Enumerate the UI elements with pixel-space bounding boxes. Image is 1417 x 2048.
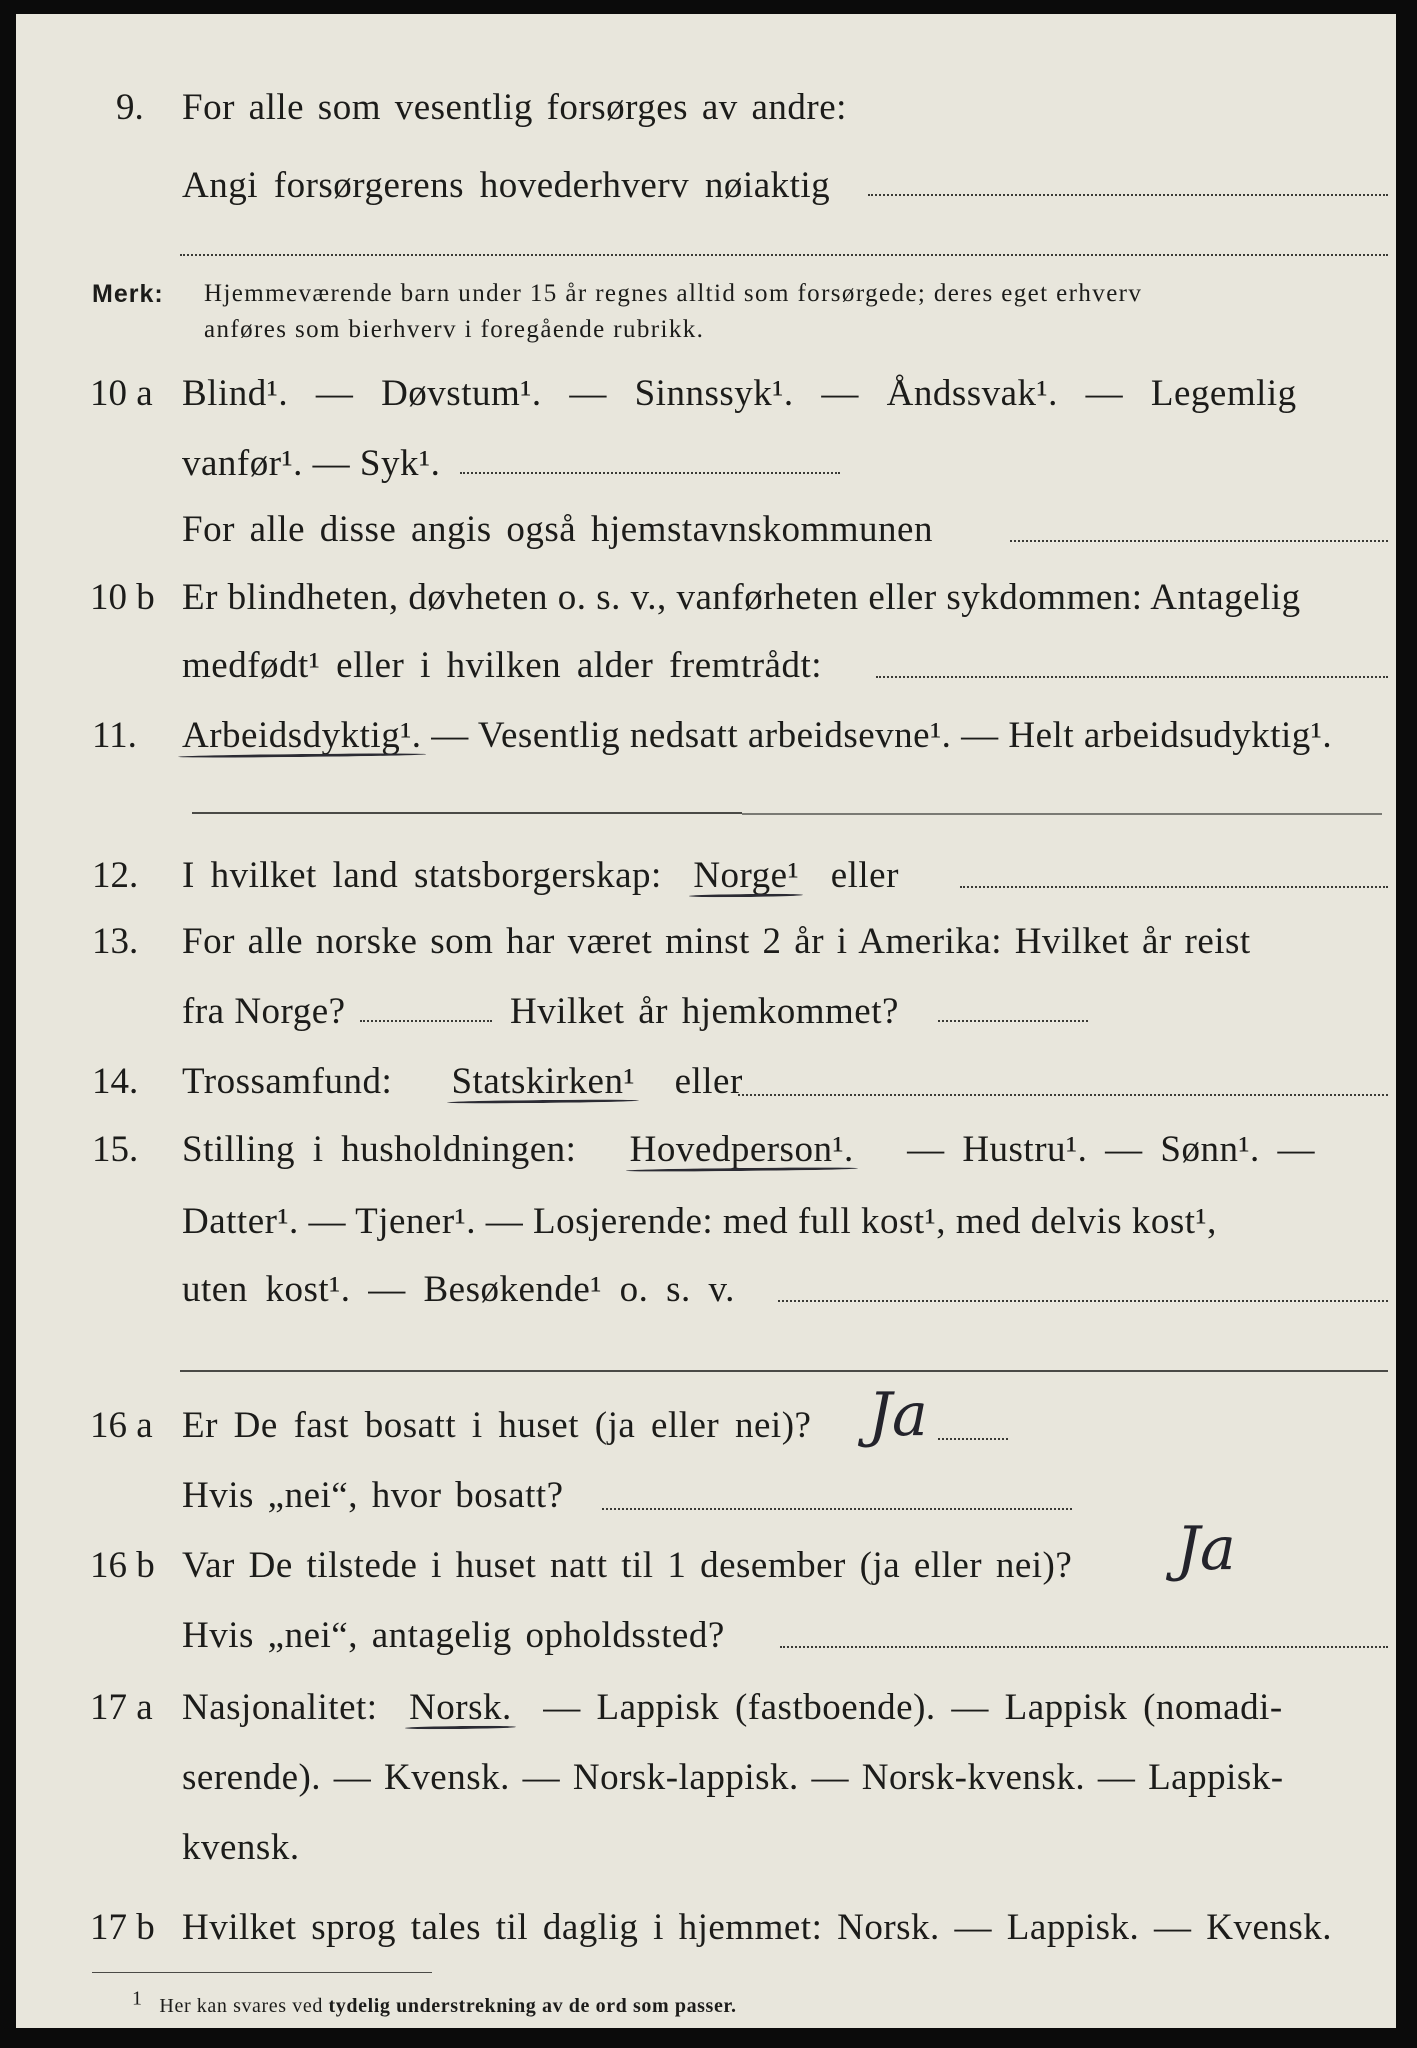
question-number: 11. bbox=[92, 715, 137, 756]
option-text: — Vesentlig nedsatt arbeidsevne¹. — Helt arbeidsudyktig¹. bbox=[431, 715, 1333, 756]
question-text: Var De tilstede i huset natt til 1 desember (ja eller nei)? bbox=[182, 1545, 1073, 1586]
question-number: 10 b bbox=[90, 577, 155, 618]
question-number: 16 a bbox=[90, 1405, 153, 1446]
answer-line bbox=[192, 812, 742, 814]
selected-option: Arbeidsdyktig¹. bbox=[182, 715, 422, 756]
question-text: Er De fast bosatt i huset (ja eller nei)? bbox=[182, 1405, 812, 1446]
note-label: Merk: bbox=[92, 280, 164, 308]
question-text: fra Norge? bbox=[182, 991, 346, 1032]
question-text: medfødt¹ eller i hvilken alder fremtrådt: bbox=[182, 645, 823, 686]
answer-line bbox=[602, 1508, 1072, 1510]
question-text: For alle norske som har været minst 2 år i Amerika: Hvilket år reist bbox=[182, 921, 1251, 962]
question-text: Blind¹. — Døvstum¹. — Sinnssyk¹. — Åndssvak¹. — Legemlig bbox=[182, 373, 1297, 414]
note-block bbox=[92, 276, 164, 313]
option-text: kvensk. bbox=[182, 1827, 300, 1868]
selected-option: Norsk. bbox=[409, 1687, 512, 1728]
answer-line bbox=[742, 813, 1382, 815]
footnote-text: Her kan svares ved bbox=[159, 1995, 323, 2017]
question-text bbox=[182, 1686, 1283, 1730]
selected-option: Norge¹ bbox=[693, 855, 800, 896]
option-text: — Hustru¹. — Sønn¹. — bbox=[907, 1129, 1316, 1170]
question-number: 12. bbox=[92, 855, 139, 896]
question-text bbox=[182, 1060, 743, 1104]
footnote bbox=[132, 1987, 737, 2020]
handwritten-answer: Ja bbox=[868, 1380, 928, 1450]
note-text: anføres som bierhverv i foregående rubrikk. bbox=[204, 316, 705, 343]
question-label: Nasjonalitet: bbox=[182, 1687, 378, 1728]
answer-line bbox=[780, 1646, 1388, 1648]
selected-option: Hovedperson¹. bbox=[629, 1129, 854, 1170]
question-label: I hvilket land statsborgerskap: bbox=[182, 855, 662, 896]
option-text: uten kost¹. — Besøkende¹ o. s. v. bbox=[182, 1269, 735, 1310]
question-number: 17 a bbox=[90, 1687, 153, 1728]
question-text: vanfør¹. — Syk¹. bbox=[182, 443, 441, 484]
question-number: 16 b bbox=[90, 1545, 155, 1586]
answer-line bbox=[876, 676, 1388, 678]
question-text: For alle disse angis også hjemstavnskommunen bbox=[182, 509, 933, 550]
question-text: Hvilket sprog tales til daglig i hjemmet: Norsk. — Lappisk. — Kvensk. bbox=[182, 1907, 1333, 1948]
question-text: Er blindheten, døvheten o. s. v., vanførheten eller sykdommen: Antagelig bbox=[182, 577, 1301, 618]
answer-line bbox=[868, 194, 1388, 196]
answer-line bbox=[738, 1094, 1388, 1096]
question-text: Hvilket år hjemkommet? bbox=[510, 991, 899, 1032]
answer-line bbox=[938, 1438, 1008, 1440]
question-number: 17 b bbox=[90, 1907, 155, 1948]
answer-line bbox=[938, 1020, 1088, 1022]
question-number: 13. bbox=[92, 921, 139, 962]
question-label: Trossamfund: bbox=[182, 1061, 393, 1102]
footnote-mark: 1 bbox=[132, 1987, 143, 2010]
option-text: Datter¹. — Tjener¹. — Losjerende: med full kost¹, med delvis kost¹, bbox=[182, 1201, 1217, 1242]
footnote-rule bbox=[92, 1972, 432, 1973]
question-text: For alle som vesentlig forsørges av andre: bbox=[182, 87, 847, 128]
question-text: Hvis „nei“, hvor bosatt? bbox=[182, 1475, 564, 1516]
answer-line bbox=[1010, 540, 1388, 542]
question-label: eller bbox=[830, 855, 899, 896]
answer-line bbox=[180, 1370, 1388, 1372]
question-label: Stilling i husholdningen: bbox=[182, 1129, 577, 1170]
question-label: eller bbox=[674, 1061, 743, 1102]
question-number: 10 a bbox=[90, 373, 153, 414]
question-text bbox=[182, 714, 1332, 758]
selected-option: Statskirken¹ bbox=[451, 1061, 636, 1102]
handwritten-answer: Ja bbox=[1176, 1514, 1236, 1584]
answer-line bbox=[360, 1020, 492, 1022]
question-number: 15. bbox=[92, 1129, 139, 1170]
answer-line bbox=[778, 1300, 1388, 1302]
answer-line bbox=[960, 886, 1388, 888]
question-text bbox=[182, 1128, 1315, 1172]
footnote-bold-text: tydelig understrekning av de ord som passer. bbox=[328, 1995, 737, 2017]
question-text: Hvis „nei“, antagelig opholdssted? bbox=[182, 1615, 725, 1656]
census-form-page bbox=[16, 14, 1396, 2028]
option-text: serende). — Kvensk. — Norsk-lappisk. — Norsk-kvensk. — Lappisk- bbox=[182, 1757, 1284, 1798]
answer-line bbox=[460, 472, 840, 474]
note-text: Hjemmeværende barn under 15 år regnes alltid som forsørgede; deres eget erhverv bbox=[204, 280, 1143, 307]
question-text: Angi forsørgerens hovederhverv nøiaktig bbox=[182, 165, 831, 206]
answer-line bbox=[180, 254, 1388, 256]
option-text: — Lappisk (fastboende). — Lappisk (nomadi- bbox=[543, 1687, 1283, 1728]
question-number: 14. bbox=[92, 1061, 139, 1102]
question-number: 9. bbox=[116, 87, 144, 128]
question-text bbox=[182, 854, 899, 898]
